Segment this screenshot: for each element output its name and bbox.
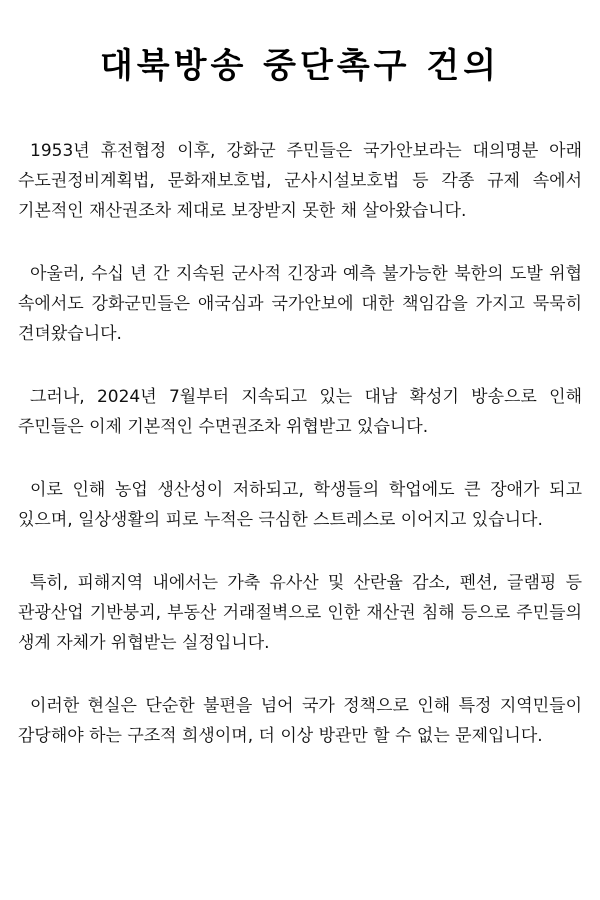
paragraph-2: 아울러, 수십 년 간 지속된 군사적 긴장과 예측 불가능한 북한의 도발 위협 속에서도 강화군민들은 애국심과 국가안보에 대한 책임감을 가지고 묵묵히 견뎌왔습니다. xyxy=(18,264,582,344)
paragraph-5: 특히, 피해지역 내에서는 가축 유사산 및 산란율 감소, 펜션, 글램핑 등 관광산업 기반붕괴, 부동산 거래절벽으로 인한 재산권 침해 등으로 주민들의 생계 자체가 위협받는 실정입니다. xyxy=(18,573,582,653)
paragraph-3: 그러나, 2024년 7월부터 지속되고 있는 대남 확성기 방송으로 인해 주민들은 이제 기본적인 수면권조차 위협받고 있습니다. xyxy=(18,387,582,437)
paragraph-6: 이러한 현실은 단순한 불편을 넘어 국가 정책으로 인해 특정 지역민들이 감당해야 하는 구조적 희생이며, 더 이상 방관만 할 수 없는 문제입니다. xyxy=(18,696,582,746)
paragraph-1: 1953년 휴전협정 이후, 강화군 주민들은 국가안보라는 대의명분 아래 수도권정비계획법, 문화재보호법, 군사시설보호법 등 각종 규제 속에서 기본적인 재산권조차 제대로 보장받지 못한 채 살아왔습니다. xyxy=(18,141,582,221)
paragraph-4: 이로 인해 농업 생산성이 저하되고, 학생들의 학업에도 큰 장애가 되고 있으며, 일상생활의 피로 누적은 극심한 스트레스로 이어지고 있습니다. xyxy=(18,480,582,530)
document-title: 대북방송 중단촉구 건의 xyxy=(99,46,501,86)
document-body xyxy=(18,136,582,751)
